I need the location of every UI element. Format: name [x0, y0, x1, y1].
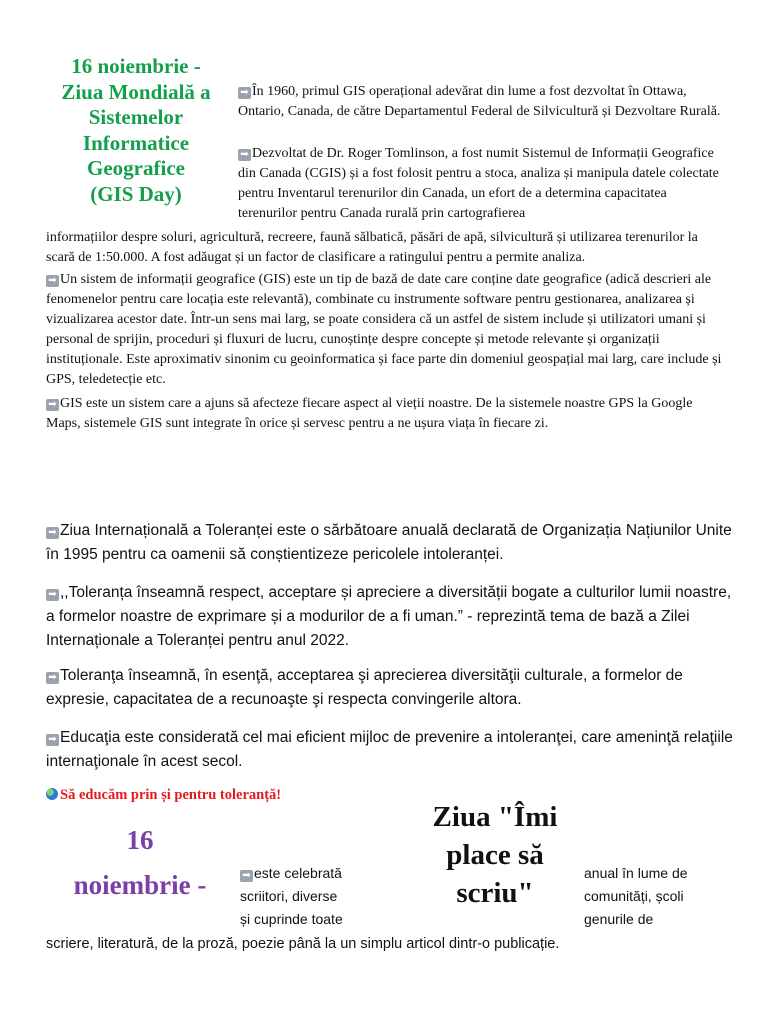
tolerance-paragraph-3-text: Toleranţa înseamnă, în esenţă, acceptarea şi aprecierea diversităţii culturale, a formelor de expresie, capacitatea de a recunoaşte şi respecta convingerile altora.	[46, 667, 683, 708]
writing-col-line: și cuprinde toate	[240, 911, 343, 927]
gis-paragraph-4-text: GIS este un sistem care a ajuns să afecteze fiecare aspect al vieții noastre. De la sistemele noastre GPS la Google Maps, sistemele GIS sunt integrate în orice și servesc pentru a ne ușura viața în fiecare zi.	[46, 396, 693, 431]
arrow-right-icon: ➡	[46, 527, 59, 539]
gis-title-line: (GIS Day)	[90, 181, 182, 206]
tolerance-slogan-text: Să educăm prin și pentru toleranță!	[60, 787, 282, 803]
writing-date-line	[50, 908, 230, 914]
gis-title-line: 16 noiembrie -	[71, 54, 201, 78]
writing-day-date	[50, 818, 230, 914]
arrow-right-icon: ➡	[46, 275, 59, 287]
gis-paragraph-1-text: În 1960, primul GIS operațional adevărat din lume a fost dezvoltat în Ottawa, Ontario, Canada, de către Departamentul Federal de Silvicultură și Dezvoltare Rurală.	[238, 84, 721, 119]
tolerance-paragraph-1	[46, 519, 736, 567]
writing-col-line: genurile de	[584, 911, 654, 927]
arrow-right-icon: ➡	[46, 589, 59, 601]
gis-paragraph-3-text: Un sistem de informații geografice (GIS) este un tip de bază de date care conține date geografice (adică descrieri ale fenomenelor pentru care locația este relevantă), combinate cu instrumente software pentru gestionarea, analizarea și vizualizarea acestor date. Într-un sens mai larg, se poate considera că un astfel de sistem include și utilizatori umani și personal de sprijin, proceduri și fluxuri de lucru, cunoștințe despre concepte și metode relevante și organizații instituționale. Este aproximativ sinonim cu geoinformatica și face parte din domeniul geospațial mai larg, care include și GPS, teledetecție etc.	[46, 272, 722, 387]
writing-column-left	[240, 862, 410, 931]
arrow-right-icon: ➡	[46, 734, 59, 746]
gis-paragraph-4	[46, 394, 726, 434]
writing-date-line: noiembrie -	[73, 870, 207, 900]
writing-column-right	[584, 862, 734, 931]
writing-col-line: comunități, școli	[584, 888, 684, 904]
globe-icon	[46, 788, 58, 800]
tolerance-paragraph-3	[46, 664, 736, 712]
writing-col-line-text: este celebrată	[254, 865, 342, 881]
writing-col-line: scriitori, diverse	[240, 888, 338, 904]
tolerance-paragraph-2	[46, 581, 736, 653]
tolerance-paragraph-4	[46, 726, 736, 774]
arrow-right-icon: ➡	[46, 672, 59, 684]
writing-title-line: Ziua "Îmi	[432, 801, 558, 833]
gis-title-line: Sistemelor	[88, 105, 184, 129]
tolerance-paragraph-4-text: Educaţia este considerată cel mai eficient mijloc de prevenire a intoleranţei, care ameninţă relaţiile internaţionale în acest secol.	[46, 729, 733, 770]
gis-paragraph-2-text: Dezvoltat de Dr. Roger Tomlinson, a fost numit Sistemul de Informații Geografice din Canada (CGIS) și a fost folosit pentru a stoca, analiza și manipula datele colectate pentru Inventarul terenurilor din Canada, un efort de a determina capacitatea terenurilor pentru Canada rurală prin cartografierea	[238, 146, 719, 221]
arrow-right-icon: ➡	[238, 87, 251, 99]
writing-title-line: scriu"	[456, 877, 534, 909]
gis-paragraph-1	[238, 82, 728, 122]
writing-paragraph-tail: scriere, literatură, de la proză, poezie până la un simplu articol dintr-o publicație.	[46, 936, 560, 952]
gis-paragraph-2	[238, 144, 728, 224]
tolerance-paragraph-1-text: Ziua Internațională a Toleranței este o sărbătoare anuală declarată de Organizația Națiunilor Unite în 1995 pentru ca oamenii să conștientizeze pericolele intoleranței.	[46, 522, 732, 563]
arrow-right-icon: ➡	[46, 399, 59, 411]
writing-date-line: 16	[126, 825, 154, 855]
arrow-right-icon: ➡	[238, 149, 251, 161]
gis-day-title	[50, 54, 222, 207]
gis-title-line: Ziua Mondială a	[61, 79, 211, 104]
writing-col-line: anual în lume de	[584, 865, 688, 881]
gis-title-line: Informatice	[82, 130, 190, 155]
writing-day-title	[410, 798, 580, 912]
writing-title-line: place să	[446, 839, 544, 871]
writing-col-line	[240, 862, 410, 885]
arrow-right-icon: ➡	[240, 870, 253, 882]
gis-title-line: Geografice	[87, 156, 185, 180]
gis-paragraph-2-continued: informațiilor despre soluri, agricultură, recreere, faună sălbatică, păsări de apă, silvicultură și utilizarea terenurilor la scară de 1:50.000. A fost adăugat și un factor de clasificare a ratingului pentru a permite analiza.	[46, 230, 698, 265]
tolerance-slogan	[46, 787, 281, 804]
gis-paragraph-3	[46, 270, 726, 390]
tolerance-paragraph-2-text: ,,Toleranța înseamnă respect, acceptare și apreciere a diversității bogate a culturilor lumii noastre, a formelor noastre de exprimare și a modurilor de a fi uman.” - reprezintă tema de bază a Zilei Internaționale a Toleranței pentru anul 2022.	[46, 584, 732, 649]
